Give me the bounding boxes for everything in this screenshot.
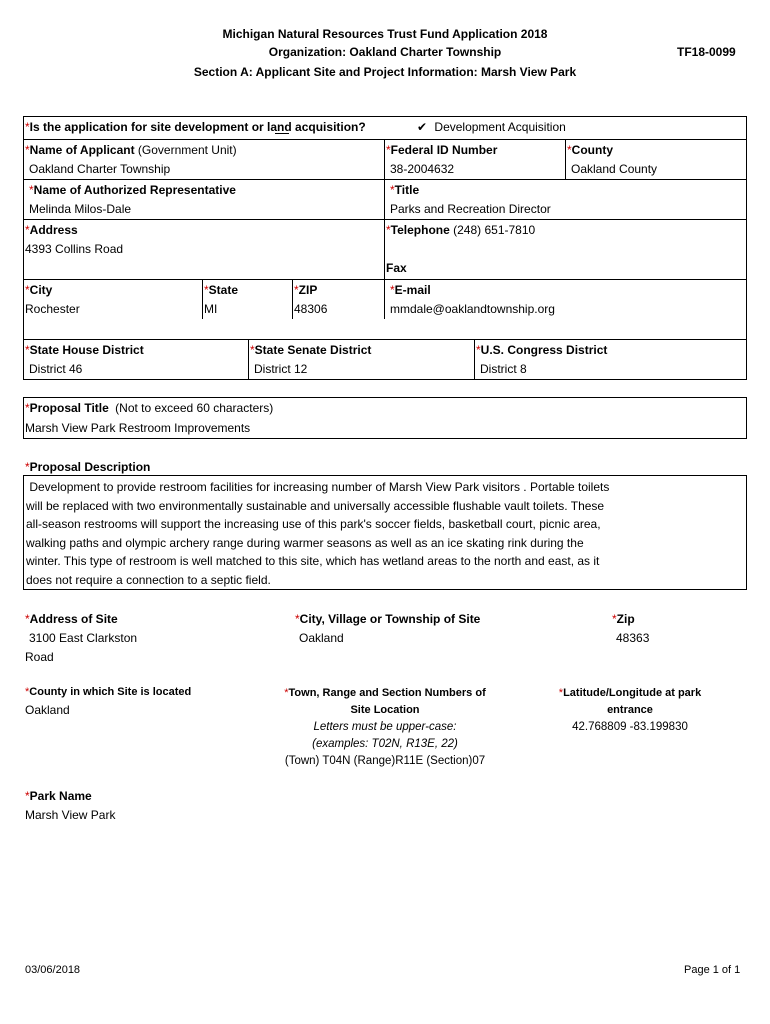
- organization-heading: Organization: Oakland Charter Township: [268, 45, 502, 59]
- site-zip-value[interactable]: 48363: [616, 631, 650, 645]
- trs-label: *Town, Range and Section Numbers of Site Location: [284, 687, 486, 716]
- proposal-title-value[interactable]: Marsh View Park Restroom Improvements: [25, 421, 251, 435]
- telephone-value[interactable]: (248) 651-7810: [453, 223, 536, 237]
- telephone-label: *Telephone (248) 651-7810: [386, 223, 536, 237]
- proposal-description-text: [26, 478, 716, 590]
- latlon-label: *Latitude/Longitude at park entrance: [558, 687, 702, 716]
- acquisition-answer: Development Acquisition: [434, 120, 566, 134]
- site-county-label: *County in which Site is located: [25, 686, 192, 698]
- address-value[interactable]: 4393 Collins Road: [25, 242, 124, 256]
- city-label: *City: [25, 283, 53, 297]
- application-id: TF18-0099: [677, 45, 736, 59]
- development-checkbox[interactable]: [417, 120, 566, 134]
- email-label: *E-mail: [390, 283, 431, 297]
- site-address-line2[interactable]: Road: [25, 650, 54, 664]
- site-city-label: *City, Village or Township of Site: [295, 612, 481, 626]
- applicant-name-value[interactable]: Oakland Charter Township: [29, 162, 171, 176]
- description-line: does not require a connection to a septic field.: [26, 572, 271, 587]
- fax-label: Fax: [386, 261, 407, 275]
- park-name-value[interactable]: Marsh View Park: [25, 808, 116, 822]
- city-value[interactable]: Rochester: [25, 302, 80, 316]
- state-senate-value[interactable]: District 12: [254, 362, 308, 376]
- applicant-name-label: *Name of Applicant (Government Unit): [25, 143, 237, 157]
- title-value[interactable]: Parks and Recreation Director: [390, 202, 551, 216]
- footer-date: 03/06/2018: [25, 964, 81, 976]
- site-county-value[interactable]: Oakland: [25, 703, 70, 717]
- description-line: all-season restrooms will support the increasing use of this park's soccer fields, basketball court, picnic area,: [26, 517, 601, 532]
- footer-page-number: Page 1 of 1: [684, 964, 741, 976]
- state-label: *State: [204, 283, 239, 297]
- county-label: *County: [567, 143, 613, 157]
- congress-label: *U.S. Congress District: [476, 343, 608, 357]
- trs-note: Letters must be upper-case: (examples: T02N, R13E, 22): [312, 721, 458, 750]
- form-title: Michigan Natural Resources Trust Fund Application 2018: [222, 27, 548, 41]
- congress-value[interactable]: District 8: [480, 362, 527, 376]
- state-house-label: *State House District: [25, 343, 144, 357]
- or-underline: [275, 133, 289, 134]
- representative-value[interactable]: Melinda Milos-Dale: [29, 202, 132, 216]
- state-value[interactable]: MI: [204, 302, 218, 316]
- park-name-label: *Park Name: [25, 789, 92, 803]
- title-label: *Title: [390, 183, 420, 197]
- site-zip-label: *Zip: [612, 612, 635, 626]
- description-line: Development to provide restroom facilities for increasing number of Marsh View Park visitors . Portable toilets: [26, 480, 610, 494]
- state-senate-label: *State Senate District: [250, 343, 372, 357]
- county-value[interactable]: Oakland County: [571, 162, 658, 176]
- state-house-value[interactable]: District 46: [29, 362, 83, 376]
- zip-value[interactable]: 48306: [294, 302, 328, 316]
- description-line: winter. This type of restroom is well matched to this site, which has wetland areas to the north and east, as it: [26, 554, 600, 569]
- site-city-value[interactable]: Oakland: [299, 631, 344, 645]
- address-label: *Address: [25, 223, 78, 237]
- zip-label: *ZIP: [294, 283, 318, 297]
- email-value[interactable]: mmdale@oaklandtownship.org: [390, 302, 555, 316]
- checkmark-icon: ✔: [417, 120, 428, 134]
- site-address-label: *Address of Site: [25, 612, 118, 626]
- acquisition-question-label: *Is the application for site development or land acquisition?: [25, 120, 366, 134]
- federal-id-label: *Federal ID Number: [386, 143, 498, 157]
- proposal-description-label: *Proposal Description: [25, 460, 151, 474]
- trs-value[interactable]: (Town) T04N (Range)R11E (Section)07: [284, 755, 486, 767]
- latlon-value[interactable]: 42.768809 -83.199830: [572, 721, 688, 733]
- proposal-title-label: *Proposal Title (Not to exceed 60 characters): [25, 401, 274, 415]
- description-line: walking paths and olympic archery range during warmer seasons as well as an ice skating rink during the: [26, 535, 584, 550]
- description-line: will be replaced with two environmentally sustainable and universally accessible flushable vault toilets. These: [26, 498, 605, 513]
- representative-label: *Name of Authorized Representative: [29, 183, 236, 197]
- federal-id-value[interactable]: 38-2004632: [390, 162, 455, 176]
- site-address-line1[interactable]: 3100 East Clarkston: [29, 631, 138, 645]
- section-heading: Section A: Applicant Site and Project Information: Marsh View Park: [193, 65, 577, 79]
